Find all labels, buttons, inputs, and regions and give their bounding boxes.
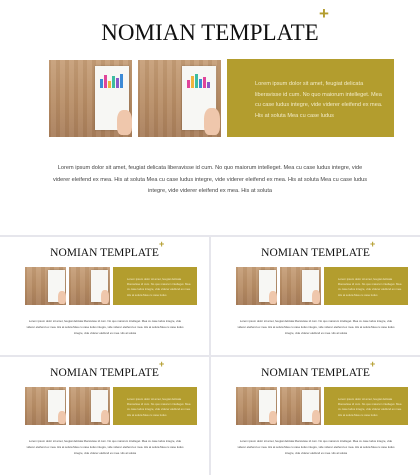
- slide-title: NOMIAN TEMPLATE: [50, 247, 159, 259]
- thumbnail-slide[interactable]: [211, 357, 420, 475]
- text-panel: [227, 59, 394, 137]
- slide-title: NOMIAN TEMPLATE: [261, 367, 370, 379]
- thumbnail-slide[interactable]: [0, 237, 209, 355]
- body-text: Lorem ipsum dolor sit amet, feugiat delicata liberavisse id cum. No quo maiorum intelleget. Mea cu case ludus integre, vide viderer eleifend ex mea. His at soluta Mea cu case ludus integre, vide viderer eleifend ex mea. His at soluta Mea cu case ludus integre, vide viderer eleifend ex mea. His at soluta: [237, 319, 395, 335]
- chart-photo-2: [138, 60, 221, 137]
- chart-photo-2: [69, 267, 110, 305]
- chart-photo-2: [280, 387, 321, 425]
- body-text: Lorem ipsum dolor sit amet, feugiat delicata liberavisse id cum. No quo maiorum intelleget. Mea cu case ludus integre, vide viderer eleifend ex mea. His at soluta Mea cu case ludus integre, vide viderer eleifend ex mea. His at soluta Mea cu case ludus integre, vide viderer eleifend ex mea. His at soluta: [237, 439, 395, 455]
- chart-photo-1: [25, 267, 66, 305]
- plus-icon: +: [159, 359, 165, 369]
- body-text: Lorem ipsum dolor sit amet, feugiat delicata liberavisse id cum. No quo maiorum intelleget. Mea cu case ludus integre, vide viderer eleifend ex mea. His at soluta Mea cu case ludus integre, vide viderer eleifend ex mea. His at soluta Mea cu case ludus integre, vide viderer eleifend ex mea. His at soluta: [52, 165, 368, 194]
- text-panel: [324, 387, 408, 425]
- chart-photo-1: [49, 60, 132, 137]
- chart-photo-2: [280, 267, 321, 305]
- main-slide[interactable]: [0, 0, 420, 235]
- slide-title: NOMIAN TEMPLATE: [261, 247, 370, 259]
- chart-photo-1: [236, 387, 277, 425]
- body-text: Lorem ipsum dolor sit amet, feugiat delicata liberavisse id cum. No quo maiorum intelleget. Mea cu case ludus integre, vide viderer eleifend ex mea. His at soluta Mea cu case ludus integre, vide viderer eleifend ex mea. His at soluta Mea cu case ludus integre, vide viderer eleifend ex mea. His at soluta: [26, 439, 184, 455]
- plus-icon: +: [370, 239, 376, 249]
- panel-text: Lorem ipsum dolor sit amet, feugiat delicata liberavisse id cum. No quo maiorum intelleget. Mea cu case ludus integre, vide viderer eleifend ex mea. His at soluta Mea cu case ludus: [127, 277, 191, 297]
- panel-text: Lorem ipsum dolor sit amet, feugiat delicata liberavisse id cum. No quo maiorum intelleget. Mea cu case ludus integre, vide viderer eleifend ex mea. His at soluta Mea cu case ludus: [255, 81, 383, 119]
- chart-photo-1: [25, 387, 66, 425]
- panel-text: Lorem ipsum dolor sit amet, feugiat delicata liberavisse id cum. No quo maiorum intelleget. Mea cu case ludus integre, vide viderer eleifend ex mea. His at soluta Mea cu case ludus: [338, 277, 402, 297]
- chart-photo-1: [236, 267, 277, 305]
- slide-title: NOMIAN TEMPLATE: [101, 20, 319, 45]
- thumbnail-slide[interactable]: [0, 357, 209, 475]
- plus-icon: +: [319, 4, 329, 23]
- text-panel: [324, 267, 408, 305]
- slide-title: NOMIAN TEMPLATE: [50, 367, 159, 379]
- body-text: Lorem ipsum dolor sit amet, feugiat delicata liberavisse id cum. No quo maiorum intelleget. Mea cu case ludus integre, vide viderer eleifend ex mea. His at soluta Mea cu case ludus integre, vide viderer eleifend ex mea. His at soluta Mea cu case ludus integre, vide viderer eleifend ex mea. His at soluta: [26, 319, 184, 335]
- text-panel: [113, 387, 197, 425]
- thumbnail-slide[interactable]: [211, 237, 420, 355]
- panel-text: Lorem ipsum dolor sit amet, feugiat delicata liberavisse id cum. No quo maiorum intelleget. Mea cu case ludus integre, vide viderer eleifend ex mea. His at soluta Mea cu case ludus: [127, 397, 191, 417]
- plus-icon: +: [159, 239, 165, 249]
- text-panel: [113, 267, 197, 305]
- plus-icon: +: [370, 359, 376, 369]
- chart-photo-2: [69, 387, 110, 425]
- panel-text: Lorem ipsum dolor sit amet, feugiat delicata liberavisse id cum. No quo maiorum intelleget. Mea cu case ludus integre, vide viderer eleifend ex mea. His at soluta Mea cu case ludus: [338, 397, 402, 417]
